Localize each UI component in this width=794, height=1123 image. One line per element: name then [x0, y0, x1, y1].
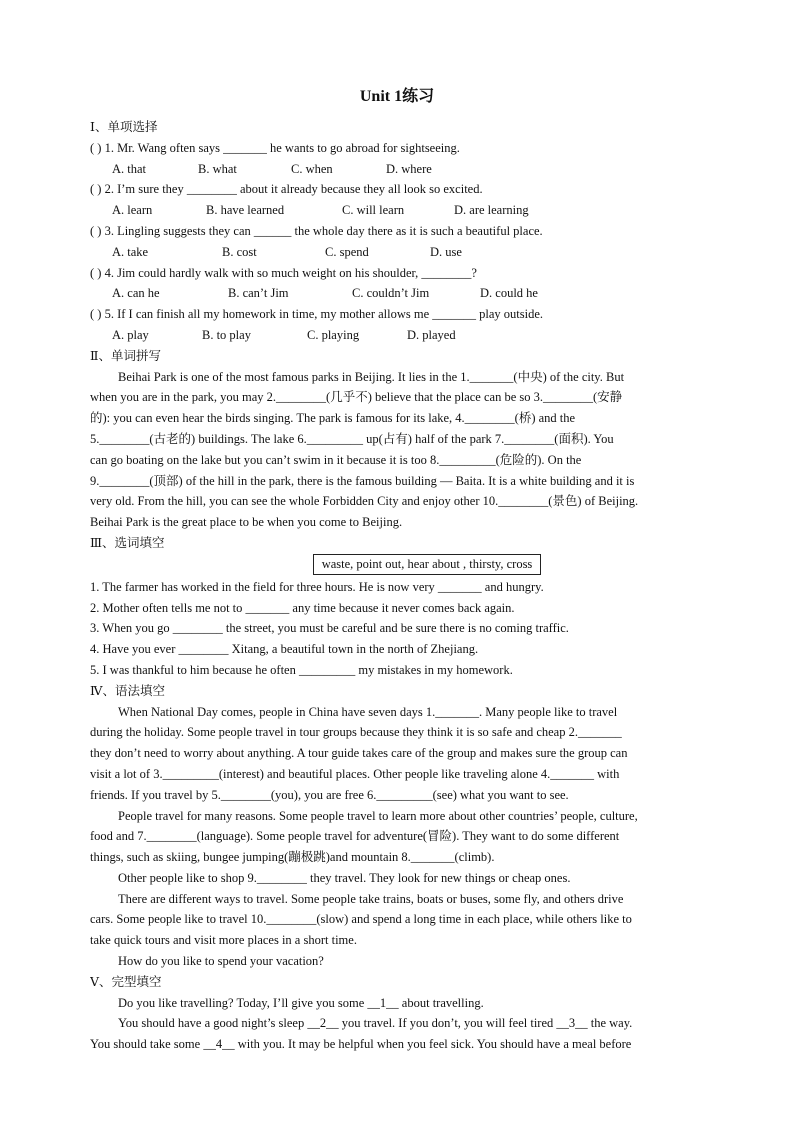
passage-line: Beihai Park is one of the most famous parks in Beijing. It lies in the 1._______(中央) of the city. But — [118, 369, 625, 384]
section-heading-5: Ⅴ、完型填空 — [90, 974, 162, 989]
passage-line: You should take some __4__ with you. It may be helpful when you feel sick. You should have a meal before — [90, 1037, 632, 1052]
passage-line: things, such as skiing, bungee jumping(蹦极跳)and mountain 8._______(climb). — [90, 850, 495, 865]
passage-line: How do you like to spend your vacation? — [118, 954, 324, 969]
question-options — [90, 159, 704, 180]
question-options — [90, 283, 704, 304]
option: D. are learning — [454, 203, 529, 218]
option: B. what — [198, 161, 237, 176]
section-heading-4: Ⅳ、语法填空 — [90, 683, 165, 698]
passage-line: When National Day comes, people in China have seven days 1._______. Many people like to travel — [118, 704, 618, 719]
passage-line: 9.________(顶部) of the hill in the park, there is the famous building — Baita. It is a white building and it is — [90, 473, 635, 488]
section-heading-2: Ⅱ、单词拼写 — [90, 348, 161, 363]
option: C. playing — [307, 327, 360, 342]
passage-line: 的): you can even hear the birds singing. The park is famous for its lake, 4.________(桥) and the — [90, 411, 576, 426]
section-heading-1: Ⅰ、单项选择 — [90, 120, 158, 134]
option: A. play — [112, 327, 149, 342]
word-box-row — [90, 554, 704, 577]
question-stem: ( ) 2. I’m sure they ________ about it already because they all look so excited. — [90, 182, 483, 197]
question-options — [90, 242, 704, 263]
passage-line: can go boating on the lake but you can’t swim in it because it is too 8._________(危险的). On the — [90, 452, 582, 467]
passage-line: during the holiday. Some people travel in tour groups because they think it is so safe and cheap 2._______ — [90, 725, 622, 740]
passage-line: food and 7.________(language). Some people travel for adventure(冒险). They want to do some different — [90, 829, 620, 844]
question-stem: ( ) 1. Mr. Wang often says _______ he wants to go abroad for sightseeing. — [90, 140, 460, 155]
option: D. could he — [480, 286, 538, 301]
option: A. take — [112, 244, 149, 259]
passage-line: Beihai Park is the great place to be when you come to Beijing. — [90, 515, 403, 530]
worksheet-content — [90, 117, 704, 1055]
option: D. played — [407, 327, 456, 342]
option: B. cost — [222, 244, 257, 259]
page-title: Unit 1练习 — [359, 88, 435, 105]
option: C. couldn’t Jim — [352, 286, 430, 301]
option: D. where — [386, 161, 432, 176]
passage-line: visit a lot of 3._________(interest) and beautiful places. Other people like traveling alone 4._______ with — [90, 766, 620, 781]
passage-line: take quick tours and visit more places in a short time. — [90, 933, 357, 948]
question-stem: ( ) 3. Lingling suggests they can ______ the whole day there as it is such a beautiful place. — [90, 223, 543, 238]
passage-line: 5.________(古老的) buildings. The lake 6._________ up(占有) half of the park 7.________(面积). You — [90, 431, 614, 446]
fill-sentence: 3. When you go ________ the street, you must be careful and be sure there is no coming traffic. — [90, 621, 569, 636]
option: B. to play — [202, 327, 251, 342]
section-heading-3: Ⅲ、选词填空 — [90, 535, 165, 550]
passage-line: cars. Some people like to travel 10.________(slow) and spend a long time in each place, while others like to — [90, 912, 632, 927]
question-stem: ( ) 5. If I can finish all my homework in time, my mother allows me _______ play outside. — [90, 307, 544, 322]
passage-line: Other people like to shop 9.________ they travel. They look for new things or cheap ones. — [118, 870, 571, 885]
passage-line: There are different ways to travel. Some people take trains, boats or buses, some fly, and others drive — [118, 891, 624, 906]
passage-line: they don’t need to worry about anything. A tour guide takes care of the group and makes sure the group can — [90, 746, 628, 761]
option: C. when — [291, 161, 333, 176]
question-options — [90, 200, 704, 221]
fill-sentence: 2. Mother often tells me not to _______ any time because it never comes back again. — [90, 600, 515, 615]
passage-line: People travel for many reasons. Some people travel to learn more about other countries’ people, culture, — [118, 808, 638, 823]
word-box: waste, point out, hear about , thirsty, cross — [313, 554, 542, 575]
fill-sentence: 4. Have you ever ________ Xitang, a beautiful town in the north of Zhejiang. — [90, 642, 479, 657]
option: A. learn — [112, 203, 153, 218]
option: B. have learned — [206, 203, 285, 218]
question-stem: ( ) 4. Jim could hardly walk with so much weight on his shoulder, ________? — [90, 265, 477, 280]
passage-line: very old. From the hill, you can see the whole Forbidden City and enjoy other 10.________(景色) of Beijing. — [90, 494, 639, 509]
passage-line: friends. If you travel by 5.________(you), you are free 6._________(see) what you want to see. — [90, 787, 569, 802]
option: A. that — [112, 161, 147, 176]
option: D. use — [430, 244, 462, 259]
option: C. spend — [325, 244, 369, 259]
passage-line: when you are in the park, you may 2.________(几乎不) believe that the place can be so 3.________(安静 — [90, 390, 623, 405]
option: C. will learn — [342, 203, 405, 218]
fill-sentence: 5. I was thankful to him because he often _________ my mistakes in my homework. — [90, 662, 513, 677]
fill-sentence: 1. The farmer has worked in the field for three hours. He is now very _______ and hungry. — [90, 579, 544, 594]
question-options — [90, 325, 704, 346]
passage-line: Do you like travelling? Today, I’ll give you some __1__ about travelling. — [118, 995, 484, 1010]
option: B. can’t Jim — [228, 286, 289, 301]
passage-line: You should have a good night’s sleep __2__ you travel. If you don’t, you will feel tired __3__ the way. — [118, 1016, 633, 1031]
option: A. can he — [112, 286, 160, 301]
